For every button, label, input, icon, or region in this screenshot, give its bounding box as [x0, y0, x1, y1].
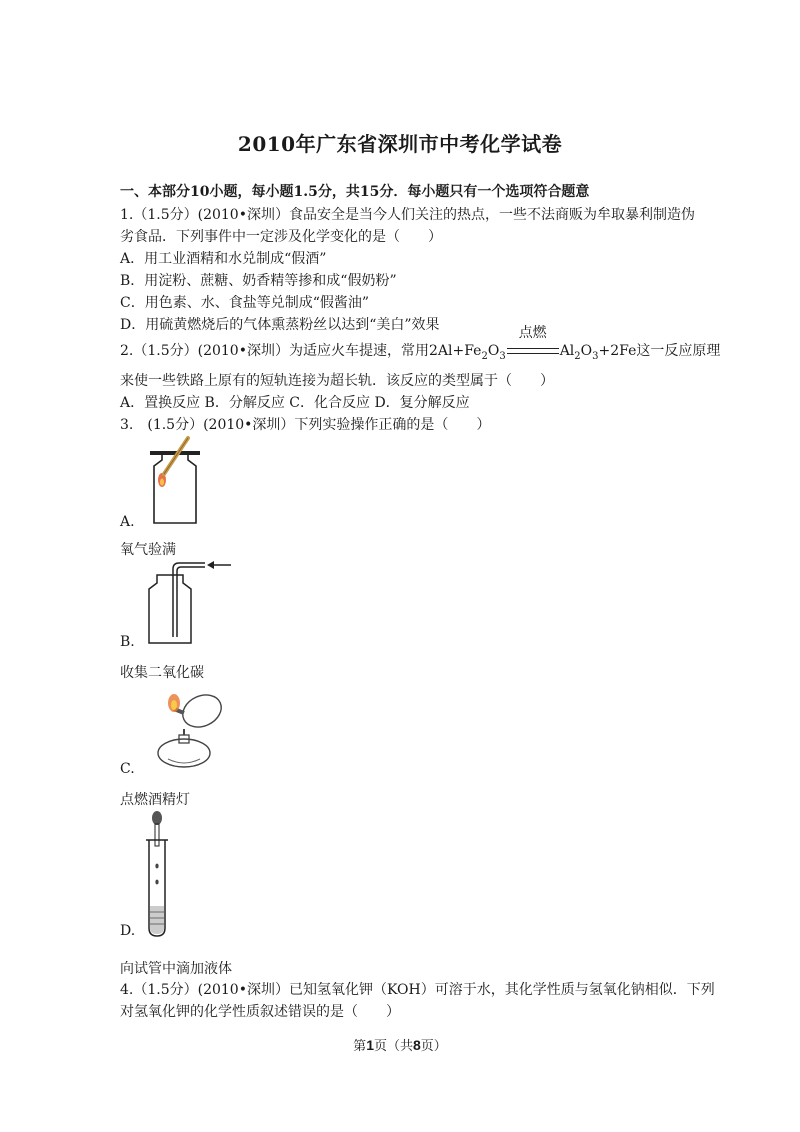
reaction-arrow [507, 325, 559, 360]
alcohol-lamp-figure [150, 685, 230, 775]
q2-suffix: 这一反应原理 [636, 343, 721, 359]
q3-option-a-label: A. [120, 514, 135, 530]
q3-option-d-label: D. [120, 923, 136, 939]
q3-option-b-caption: 收集二氧化碳 [120, 665, 204, 681]
q3-option-c-caption: 点燃酒精灯 [120, 792, 190, 808]
q4-stem-line1: 4.（1.5分）(2010•深圳）已知氢氧化钾（KOH）可溶于水，其化学性质与氢氧化钠相似．下列 [120, 982, 715, 998]
q1-option-d: D．用硫黄燃烧后的气体熏蒸粉丝以达到“美白”效果 [120, 317, 440, 333]
q1-option-b: B．用淀粉、蔗糖、奶香精等掺和成“假奶粉” [120, 273, 397, 289]
q2-stem-line2: 来使一些铁路上原有的短轨连接为超长轨．该反应的类型属于（ ） [120, 373, 554, 389]
total-pages: 8 [413, 1037, 421, 1053]
reaction-condition: 点燃 [518, 325, 547, 341]
q1-option-c: C．用色素、水、食盐等兑制成“假酱油” [120, 295, 370, 311]
q2-reactant: $2Al+Fe_2O_3$ [428, 343, 506, 362]
page-footer: 第1页（共8页） [353, 1037, 447, 1054]
q3-option-c-label: C. [120, 761, 135, 777]
q3-option-d-caption: 向试管中滴加液体 [120, 961, 232, 977]
q2-product: $Al_2O_3+2Fe$ [559, 343, 637, 362]
current-page-number: 1 [366, 1037, 374, 1053]
section-heading: 一、本部分10小题，每小题1.5分，共15分．每小题只有一个选项符合题意 [120, 184, 590, 200]
q1-option-a: A．用工业酒精和水兑制成“假酒” [120, 251, 327, 267]
q1-stem-line2: 劣食品．下列事件中一定涉及化学变化的是（ ） [120, 229, 442, 245]
q1-stem-line1: 1.（1.5分）(2010•深圳）食品安全是当今人们关注的热点，一些不法商贩为牟取暴利制造伪 [120, 207, 695, 223]
page-title: 2010年广东省深圳市中考化学试卷 [237, 132, 563, 156]
q4-stem-line2: 对氢氧化钾的化学性质叙述错误的是（ ） [120, 1004, 400, 1020]
q3-option-b-label: B. [120, 634, 135, 650]
q3-stem: 3. (1.5分）(2010•深圳）下列实验操作正确的是（ ） [120, 417, 491, 433]
q2-options: A．置换反应 B．分解反应 C．化合反应 D．复分解反应 [120, 395, 470, 411]
q3-option-a-caption: 氧气验满 [120, 542, 176, 558]
q2-prefix: 2.（1.5分）(2010•深圳）为适应火车提速，常用 [120, 343, 429, 359]
dropper-test-tube-figure [143, 810, 173, 942]
oxygen-test-figure [140, 436, 220, 528]
co2-collection-figure [143, 557, 235, 647]
